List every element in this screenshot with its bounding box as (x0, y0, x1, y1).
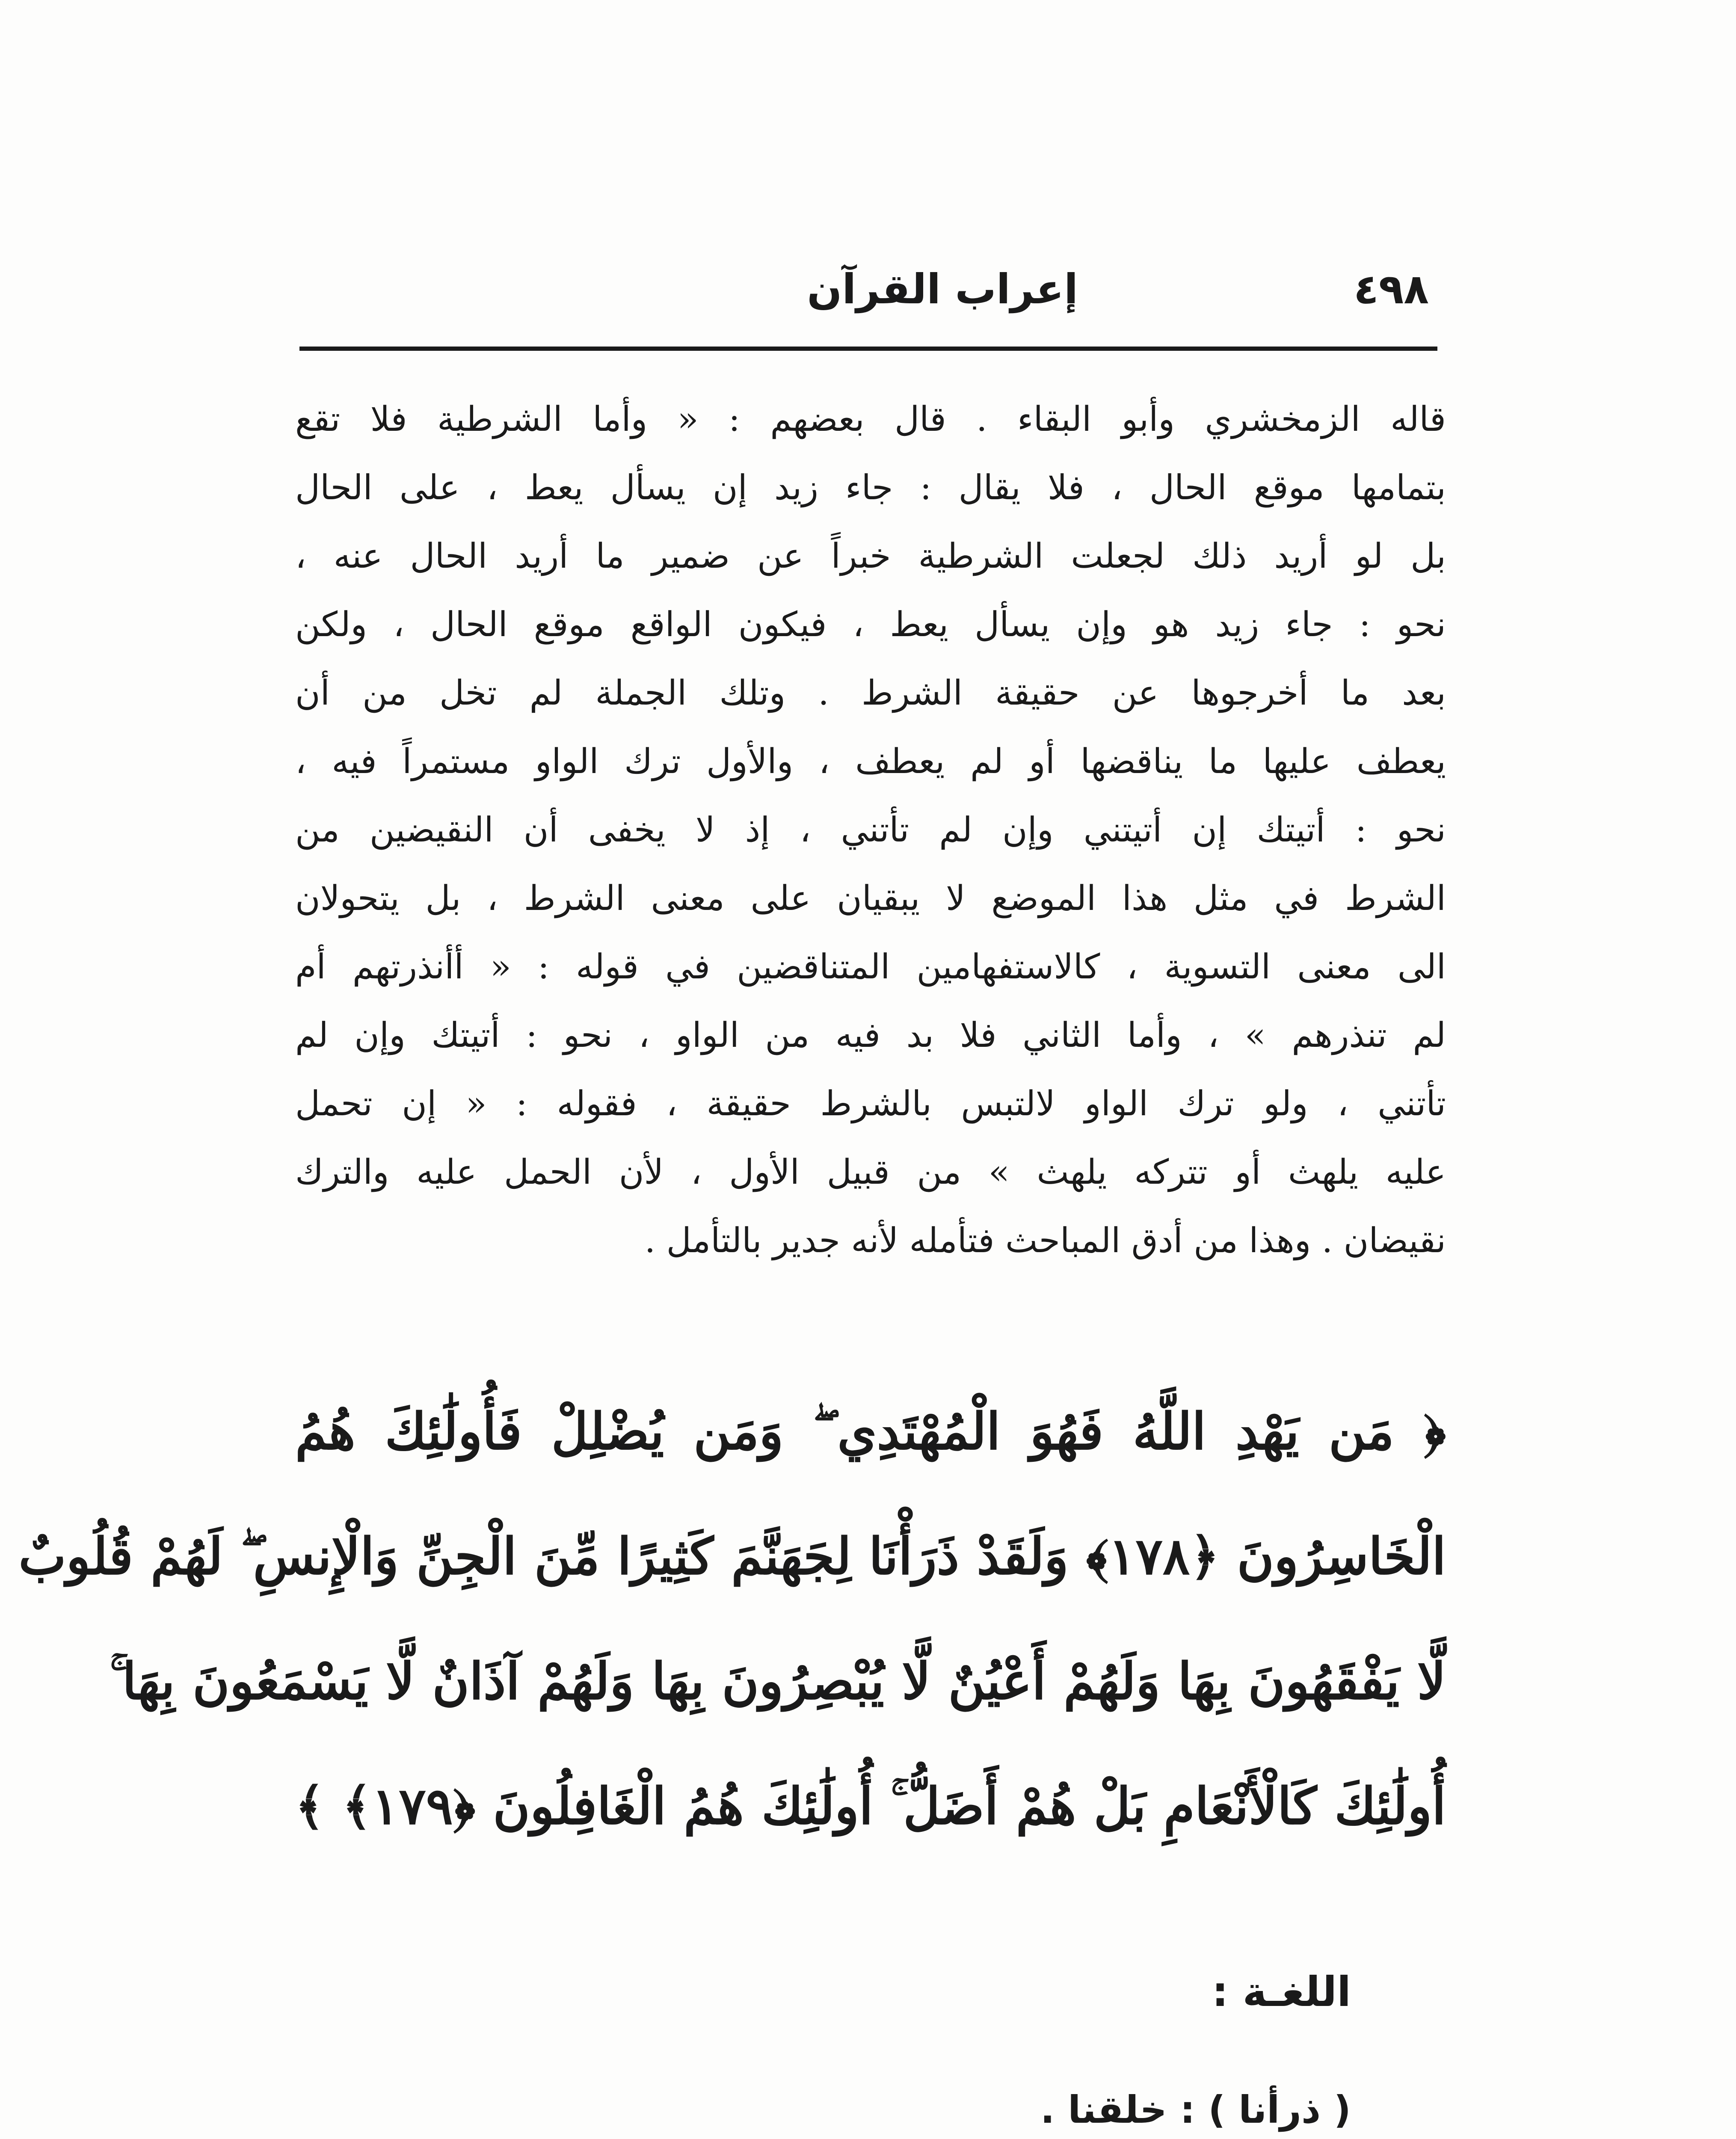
verse-line: لَّا يَفْقَهُونَ بِهَا وَلَهُمْ أَعْيُنٌ لَّا يُبْصِرُونَ بِهَا وَلَهُمْ آذَانٌ لَّا يَسْمَعُونَ بِهَا ۚ (110, 1651, 1446, 1711)
page-number: ٤٩٨ (1354, 265, 1429, 313)
page-header (299, 257, 1429, 334)
book-title: إعراب القرآن (807, 265, 1078, 313)
paragraph-line: بل لو أريد ذلك لجعلت الشرطية خبراً عن ضمير ما أريد الحال عنه ، (295, 536, 1446, 576)
paragraph-line: نحو : جاء زيد هو وإن يسأل يعط ، فيكون الواقع موقع الحال ، ولكن (295, 604, 1446, 644)
paragraph-line: الشرط في مثل هذا الموضع لا يبقيان على معنى الشرط ، بل يتحولان (295, 878, 1446, 918)
verse-line: الْخَاسِرُونَ ﴿١٧٨﴾ وَلَقَدْ ذَرَأْنَا لِجَهَنَّمَ كَثِيرًا مِّنَ الْجِنِّ وَالْإِنسِ ۖ لَهُمْ قُلُوبٌ (18, 1526, 1446, 1586)
paragraph-line: يعطف عليها ما يناقضها أو لم يعطف ، والأول ترك الواو مستمراً فيه ، (295, 741, 1446, 781)
paragraph-line: تأتني ، ولو ترك الواو لالتبس بالشرط حقيقة ، فقوله : « إن تحمل (295, 1084, 1446, 1123)
paragraph-line: بتمامها موقع الحال ، فلا يقال : جاء زيد إن يسأل يعط ، على الحال (295, 468, 1446, 507)
paragraph-line: عليه يلهث أو تتركه يلهث » من قبيل الأول ، لأن الحمل عليه والترك (295, 1152, 1446, 1192)
word-definition: ( ذرأنا ) : خلقنا . (1040, 2088, 1351, 2132)
paragraph-line: الى معنى التسوية ، كالاستفهامين المتناقضين في قوله : « أأنذرتهم أم (295, 947, 1446, 987)
header-divider (299, 347, 1437, 351)
verse-line: أُولَٰئِكَ كَالْأَنْعَامِ بَلْ هُمْ أَضَلُّ ۚ أُولَٰئِكَ هُمُ الْغَافِلُونَ ﴿١٧٩﴾ ﴾ (295, 1776, 1446, 1836)
paragraph-line: نقيضان . وهذا من أدق المباحث فتأمله لأنه جدير بالتأمل . (644, 1221, 1446, 1260)
paragraph-line: لم تنذرهم » ، وأما الثاني فلا بد فيه من الواو ، نحو : أتيتك وإن لم (295, 1015, 1446, 1055)
paragraph-line: نحو : أتيتك إن أتيتني وإن لم تأتني ، إذ لا يخفى أن النقيضين من (295, 810, 1446, 850)
paragraph-line: قاله الزمخشري وأبو البقاء . قال بعضهم : « وأما الشرطية فلا تقع (295, 399, 1446, 439)
commentary-paragraph (295, 385, 1446, 1275)
section-heading-language: اللغـة : (1212, 1968, 1351, 2016)
verse-line: ﴿ مَن يَهْدِ اللَّهُ فَهُوَ الْمُهْتَدِي ۖ وَمَن يُضْلِلْ فَأُولَٰئِكَ هُمُ (295, 1401, 1446, 1461)
quran-verse-block (18, 1369, 1446, 1869)
paragraph-line: بعد ما أخرجوها عن حقيقة الشرط . وتلك الجملة لم تخل من أن (295, 673, 1446, 713)
